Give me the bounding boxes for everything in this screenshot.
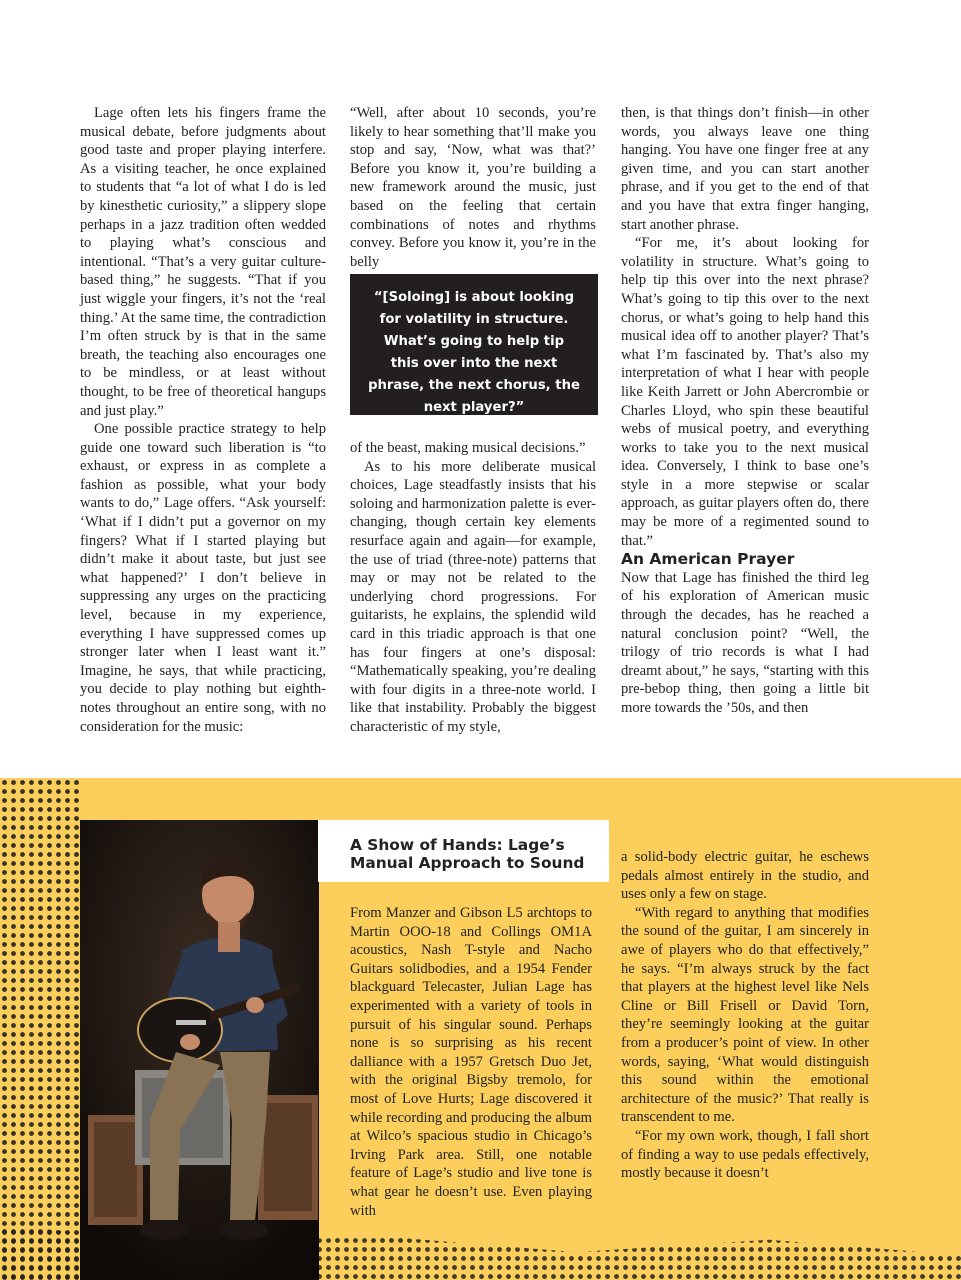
article-column-2-bottom [350,439,596,737]
paragraph: “For me, it’s about looking for volatility in structure. What’s going to help tip this over into the next phrase? What’s going to tip this over to the next chorus, or what’s going to help hand this musical idea off to another player? That’s what I’m fascinated by. That’s also my interpretation of what I hear with people like Keith Jarrett or John Abercrombie or Charles Lloyd, who spin these beautiful webs of musical poetry, and everything works to take you to the next musical idea. Conversely, I think to base one’s style in a more stepwise or scalar approach, as guitar players often do, there may be more of a regimented sound to that.” [621,235,869,549]
section-subhead: An American Prayer [621,550,795,569]
paragraph: “With regard to anything that modifies the sound of the guitar, I am sincerely in awe of players who do that effectively,” he says. “I’m always struck by the fact that players at the highest level like Nels Cline or Bill Frisell or David Torn, they’re seemingly looking at the guitar from a producer’s point of view. In other words, saying, ‘What would distinguish this sound within the emotional architecture of the music?’ That really is transcendent to me. [621,904,869,1126]
paragraph: Now that Lage has finished the third leg of his exploration of American music through the decades, has he reached a natural conclusion point? “Well, the trilogy of trio records is what I had dreamt about,” he says, “starting with this pre-bebop thing, then going a little bit more towards the ’50s, and then [621,569,869,716]
paragraph: a solid-body electric guitar, he eschews pedals almost entirely in the studio, and uses only a few on stage. [621,849,869,903]
paragraph: From Manzer and Gibson L5 archtops to Martin OOO-18 and Collings OM1A acoustics, Nash T-style and Nacho Guitars solidbodies, and a 1954 Fender blackguard Telecaster, Julian Lage has experimented with a variety of tools in pursuit of his singular sound. Perhaps none is so surprising as his recent dalliance with a 1957 Gretsch Duo Jet, with the original Bigsby tremolo, for most of Love Hurts; Lage discovered it while recording and producing the album at Wilco’s spacious studio in Chicago’s Irving Park area. Still, one notable feature of Lage’s studio and live tone is what gear he doesn’t use. Even playing with [350,905,592,1219]
paragraph: of the beast, making musical decisions.” [350,440,586,456]
article-column-3 [621,104,869,718]
paragraph: One possible practice strategy to help guide one toward such liberation is “to exhaust, or express in as complete a fashion as possible, what your body wants to do,” Lage offers. “Ask yourself: ‘What if I didn’t put a governor on my fingers? What if I started playing but didn’t make it about taste, but just see what happened?’ I don’t believe in suppressing any urges on the practicing level, because in my experience, everything I have suppressed comes up stronger later when I least want it.” Imagine, he says, that while practicing, you decide to play nothing but eighth-notes throughout an entire song, with no consideration for the music: [80,421,326,735]
pull-quote: “[Soloing] is about looking for volatility in structure. What’s going to help tip this over into the next phrase, the next chorus, the next player?” [350,274,598,415]
guitarist-photo [80,820,319,1280]
article-column-1 [80,104,326,736]
paragraph: then, is that things don’t finish—in other words, you always leave one thing hanging. You have one finger free at any given time, and you can start another phrase, and if you get to the end of that and you have that extra finger hanging, start another phrase. [621,105,869,233]
sidebar-title: A Show of Hands: Lage’s Manual Approach to Sound [350,836,585,872]
article-column-2-top [350,104,596,271]
paragraph: “Well, after about 10 seconds, you’re likely to hear something that’ll make you stop and say, ‘Now, what was that?’ Before you know it, you’re building a new framework around the music, just based on the feeling that certain combinations of notes and rhythms convey. Before you know it, you’re in the belly [350,105,596,270]
sidebar-column-1 [350,904,592,1220]
paragraph: As to his more deliberate musical choices, Lage steadfastly insists that his soloing and harmonization palette is ever-changing, though certain key elements resurface again and again—for example, the use of triad (three-note) patterns that may or may not be related to the underlying chord progressions. For guitarists, he explains, the splendid wild card in this triadic approach is that one has four fingers at one’s disposal: “Mathematically speaking, you’re dealing with four digits in a three-note world. I like that instability. Probably the biggest characteristic of my style, [350,458,596,735]
sidebar-column-2 [621,848,869,1183]
guitarist-illustration [80,820,319,1280]
paragraph: “For my own work, though, I fall short of finding a way to use pedals effectively, mostly because it doesn’t [621,1127,869,1182]
paragraph: Lage often lets his fingers frame the musical debate, before judgments about good taste and proper playing interfere. As a visiting teacher, he once explained to students that “a lot of what I do is led by kinesthetic curiosity,” a slippery slope perhaps in a jazz tradition often wedded to playing what’s conscious and intentional. “That’s a very guitar culture-based thing,” he suggests. “That if you just wiggle your fingers, it’s not the ‘real thing.’ At the same time, the contradiction I’m often struck by is that in the same breath, the teaching also encourages one to be mindless, or at least without thought, to be free of theoretical hangups and just play.” [80,105,326,419]
halftone-dots-decoration [0,778,80,1280]
